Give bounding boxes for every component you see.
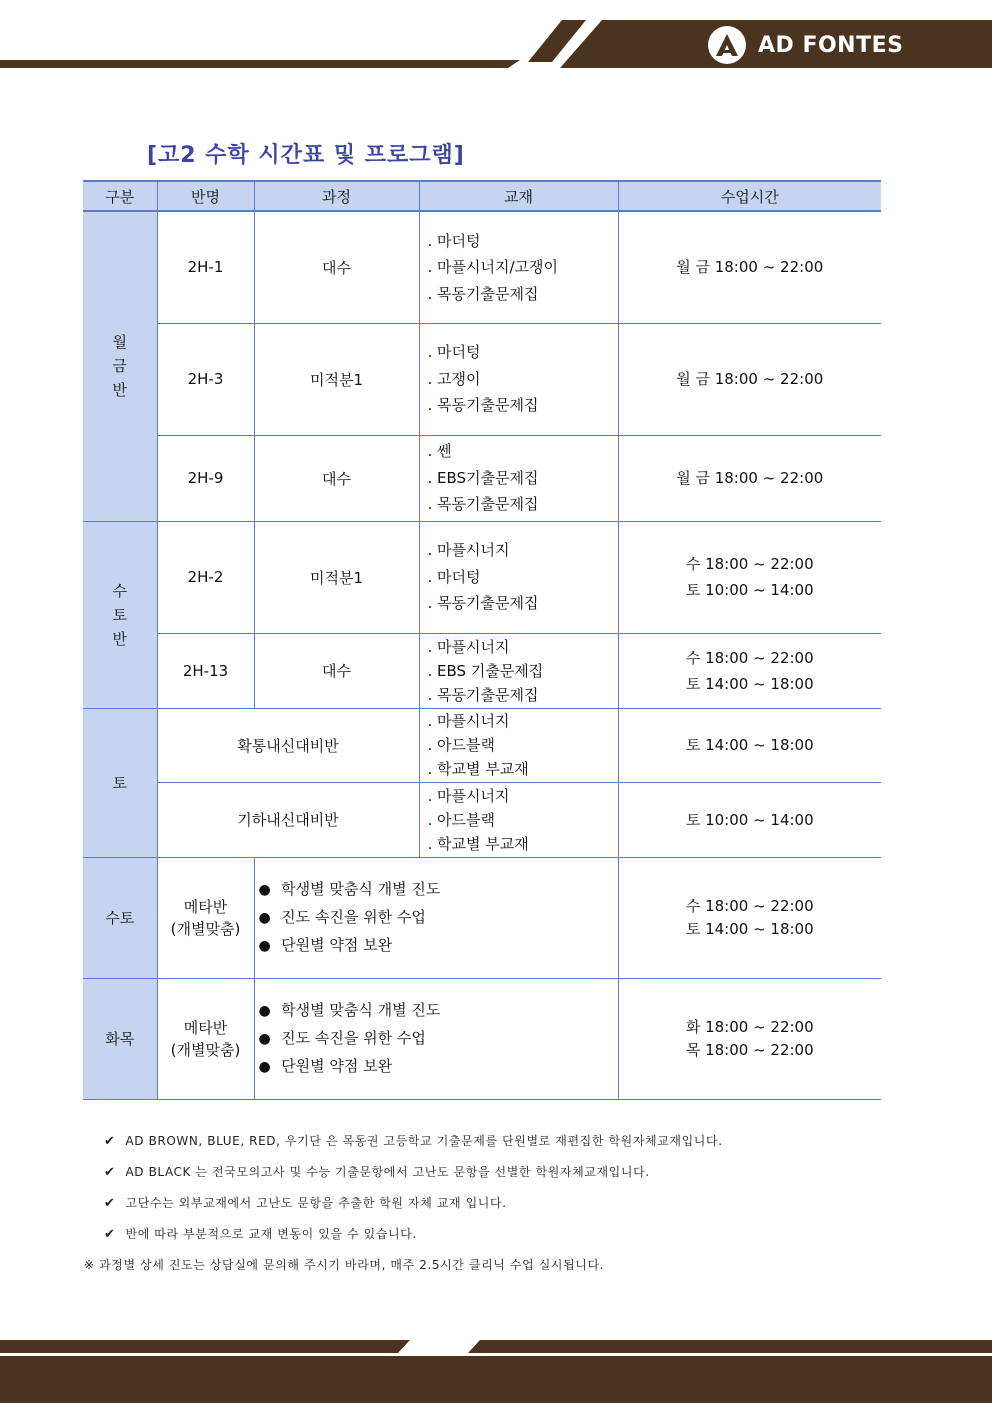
meta-program-features: ● 학생별 맞춤식 개별 진도 ● 진도 속진을 위한 수업 ● 단원별 약점 보완 xyxy=(254,857,618,978)
class-time: 토 10:00 ~ 14:00 xyxy=(618,782,881,857)
class-time: 토 14:00 ~ 18:00 xyxy=(618,708,881,782)
table-header-row xyxy=(83,181,881,211)
table-row xyxy=(83,435,881,521)
course-name: 미적분1 xyxy=(254,323,419,435)
class-name: 2H-9 xyxy=(157,435,254,521)
class-name: 2H-1 xyxy=(157,211,254,323)
meta-program-features: ● 학생별 맞춤식 개별 진도 ● 진도 속진을 위한 수업 ● 단원별 약점 보완 xyxy=(254,978,618,1099)
table-row xyxy=(83,708,881,782)
course-name: 미적분1 xyxy=(254,521,419,633)
table-row xyxy=(83,633,881,708)
group-label-wed-sat: 수 토 반 xyxy=(83,521,157,708)
textbook-list: . 마플시너지 . 아드블랙 . 학교별 부교재 xyxy=(419,708,618,782)
table-row xyxy=(83,211,881,323)
note-item: ✔ 반에 따라 부분적으로 교재 변동이 있을 수 있습니다. xyxy=(104,1227,417,1242)
textbook-list: . 쎈 . EBS기출문제집 . 목동기출문제집 xyxy=(419,435,618,521)
class-name: 2H-13 xyxy=(157,633,254,708)
col-header-time: 수업시간 xyxy=(618,181,881,211)
remark-text: ※ 과정별 상세 진도는 상담실에 문의해 주시기 바라며, 매주 2.5시간 클리닉 수업 실시됩니다. xyxy=(84,1258,605,1272)
col-header-class: 반명 xyxy=(157,181,254,211)
class-time: 월 금 18:00 ~ 22:00 xyxy=(618,323,881,435)
note-item: ✔ AD BROWN, BLUE, RED, 우기단 은 목동권 고등학교 기출문제를 단원별로 재편집한 학원자체교재입니다. xyxy=(104,1134,723,1149)
course-name: 대수 xyxy=(254,633,419,708)
group-label-meta-tue-thu: 화목 xyxy=(83,978,157,1099)
class-name: 2H-2 xyxy=(157,521,254,633)
notes-section xyxy=(84,1128,723,1278)
class-time: 월 금 18:00 ~ 22:00 xyxy=(618,211,881,323)
class-time: 수 18:00 ~ 22:00 토 14:00 ~ 18:00 xyxy=(618,857,881,978)
group-label-mon-fri: 월 금 반 xyxy=(83,211,157,521)
textbook-list: . 마플시너지 . 아드블랙 . 학교별 부교재 xyxy=(419,782,618,857)
col-header-course: 과정 xyxy=(254,181,419,211)
check-icon: ✔ xyxy=(104,1196,116,1211)
brand-logo xyxy=(708,24,903,66)
group-label-meta-wed-sat: 수토 xyxy=(83,857,157,978)
table-row xyxy=(83,978,881,1099)
check-icon: ✔ xyxy=(104,1227,116,1242)
brand-name: AD FONTES xyxy=(758,32,904,58)
meta-class-name: 메타반 (개별맞춤) xyxy=(157,978,254,1099)
course-name: 대수 xyxy=(254,435,419,521)
table-row xyxy=(83,782,881,857)
class-name: 2H-3 xyxy=(157,323,254,435)
class-course-name: 기하내신대비반 xyxy=(157,782,419,857)
textbook-list: . 마더텅 . 고쟁이 . 목동기출문제집 xyxy=(419,323,618,435)
class-time: 수 18:00 ~ 22:00 토 14:00 ~ 18:00 xyxy=(618,633,881,708)
meta-class-name: 메타반 (개별맞춤) xyxy=(157,857,254,978)
col-header-category: 구분 xyxy=(83,181,157,211)
check-icon: ✔ xyxy=(104,1134,116,1149)
check-icon: ✔ xyxy=(104,1165,116,1180)
class-time: 월 금 18:00 ~ 22:00 xyxy=(618,435,881,521)
col-header-textbook: 교재 xyxy=(419,181,618,211)
class-time: 화 18:00 ~ 22:00 목 18:00 ~ 22:00 xyxy=(618,978,881,1099)
timetable xyxy=(83,180,881,1100)
course-name: 대수 xyxy=(254,211,419,323)
textbook-list: . 마더텅 . 마플시너지/고쟁이 . 목동기출문제집 xyxy=(419,211,618,323)
textbook-list: . 마플시너지 . EBS 기출문제집 . 목동기출문제집 xyxy=(419,633,618,708)
textbook-list: . 마플시너지 . 마더텅 . 목동기출문제집 xyxy=(419,521,618,633)
note-item: ✔ AD BLACK 는 전국모의고사 및 수능 기출문항에서 고난도 문항을 선별한 학원자체교재입니다. xyxy=(104,1165,650,1180)
page-title: [고2 수학 시간표 및 프로그램] xyxy=(147,143,465,168)
group-label-sat: 토 xyxy=(83,708,157,857)
table-row xyxy=(83,521,881,633)
class-time: 수 18:00 ~ 22:00 토 10:00 ~ 14:00 xyxy=(618,521,881,633)
footer-band xyxy=(0,1330,992,1403)
note-item: ✔ 고단수는 외부교재에서 고난도 문항을 추출한 학원 자체 교재 입니다. xyxy=(104,1196,507,1211)
table-row xyxy=(83,857,881,978)
table-row xyxy=(83,323,881,435)
logo-mark-icon xyxy=(708,26,746,64)
class-course-name: 확통내신대비반 xyxy=(157,708,419,782)
